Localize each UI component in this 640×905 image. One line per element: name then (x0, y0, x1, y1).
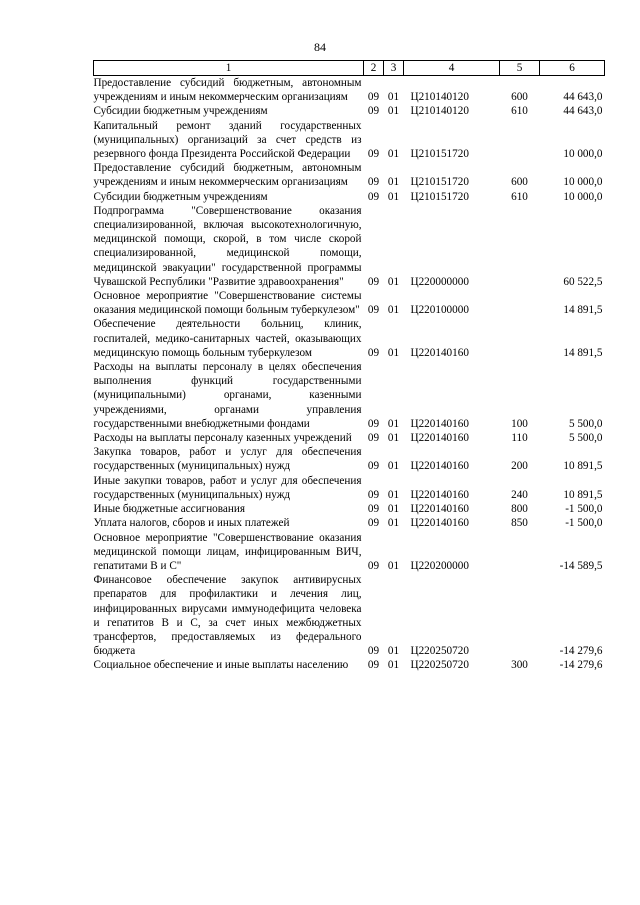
header-col-2: 2 (364, 61, 384, 76)
row-expense-group: 600 (511, 91, 528, 104)
row-target-code: Ц220250720 (410, 659, 469, 672)
row-expense-group: 100 (511, 417, 528, 430)
row-name: Расходы на выплаты персоналу казенных учреждений (93, 432, 352, 445)
row-name: Предоставление субсидий бюджетным, автономным учреждениям и иным некоммерческим организациям (93, 162, 362, 189)
row-section: 09 (367, 176, 380, 189)
row-subsection: 01 (387, 91, 400, 104)
row-target-code: Ц220140160 (410, 417, 469, 430)
row-target-code: Ц210151720 (410, 190, 469, 203)
row-target-code: Ц210140120 (410, 91, 469, 104)
row-amount: 14 891,5 (563, 304, 603, 317)
row-expense-group (500, 317, 540, 360)
table-row (94, 360, 605, 431)
table-row (94, 119, 605, 162)
row-name: Иные бюджетные ассигнования (93, 503, 245, 516)
row-expense-group: 850 (511, 517, 528, 530)
row-amount: -1 500,0 (565, 503, 603, 516)
row-subsection: 01 (387, 503, 400, 516)
table-row (94, 76, 605, 105)
row-name: Финансовое обеспечение закупок антивирусных препаратов для профилактики и лечения лиц, инфицированных вирусами иммунодефицита человека и гепатитов B и C, за счет иных межбюджетных трансфертов, предоставляемых из федерального бюджета (93, 574, 362, 658)
row-section: 09 (367, 417, 380, 430)
row-target-code: Ц210140120 (410, 105, 469, 118)
row-subsection: 01 (387, 105, 400, 118)
row-subsection: 01 (387, 488, 400, 501)
row-amount: 10 000,0 (563, 190, 603, 203)
row-section: 09 (367, 190, 380, 203)
table-row (94, 658, 605, 672)
row-name: Иные закупки товаров, работ и услуг для обеспечения государственных (муниципальных) нужд (93, 474, 362, 501)
row-target-code: Ц220140160 (410, 346, 469, 359)
row-section: 09 (367, 91, 380, 104)
table-row (94, 431, 605, 445)
row-name: Обеспечение деятельности больниц, клиник, госпиталей, медико-санитарных частей, оказывающих медицинскую помощь больным туберкулезом (93, 318, 362, 359)
table-row (94, 289, 605, 317)
row-name: Капитальный ремонт зданий государственных (муниципальных) организаций за счет средств из резервного фонда Президента Российской Федерации (93, 119, 362, 161)
row-section: 09 (367, 460, 380, 473)
row-amount: -14 279,6 (559, 659, 603, 672)
row-amount: 10 000,0 (563, 148, 603, 161)
row-expense-group (500, 289, 540, 317)
table-row (94, 317, 605, 360)
row-section: 09 (367, 645, 380, 658)
row-expense-group: 300 (511, 659, 528, 672)
row-subsection: 01 (387, 275, 400, 288)
budget-table (93, 60, 605, 673)
row-subsection: 01 (387, 517, 400, 530)
row-expense-group: 600 (511, 176, 528, 189)
row-name: Субсидии бюджетным учреждениям (93, 190, 268, 203)
row-amount: 5 500,0 (568, 417, 603, 430)
row-amount: 10 891,5 (563, 460, 603, 473)
header-col-4: 4 (404, 61, 500, 76)
row-subsection: 01 (387, 659, 400, 672)
row-target-code: Ц220250720 (410, 645, 469, 658)
row-amount: 14 891,5 (563, 346, 603, 359)
row-expense-group (500, 531, 540, 574)
header-col-3: 3 (384, 61, 404, 76)
row-target-code: Ц220200000 (410, 559, 469, 572)
row-amount: 60 522,5 (563, 275, 603, 288)
row-expense-group (500, 573, 540, 658)
row-subsection: 01 (387, 460, 400, 473)
table-row (94, 190, 605, 204)
row-subsection: 01 (387, 176, 400, 189)
row-name: Расходы на выплаты персоналу в целях обеспечения выполнения функций государственными (муниципальными) органами, казенными учреждениями, органами управления государственными внебюджетными фондами (93, 361, 362, 430)
row-name: Подпрограмма "Совершенствование оказания специализированной, включая высокотехнологичную, медицинской помощи, скорой, в том числе скорой специализированной, медицинской помощи, медицинской эвакуации" государственной программы Чувашской Республики "Развитие здравоохранения" (93, 204, 362, 288)
row-section: 09 (367, 275, 380, 288)
table-row (94, 573, 605, 658)
row-expense-group: 610 (511, 105, 528, 118)
row-target-code: Ц220140160 (410, 432, 469, 445)
row-target-code: Ц220140160 (410, 488, 469, 501)
row-target-code: Ц220140160 (410, 517, 469, 530)
header-col-6: 6 (540, 61, 605, 76)
row-subsection: 01 (387, 432, 400, 445)
row-section: 09 (367, 148, 380, 161)
row-name: Основное мероприятие "Совершенствование оказания медицинской помощи лицам, инфицированным ВИЧ, гепатитами B и C" (93, 531, 362, 572)
page-number: 84 (314, 40, 326, 54)
row-section: 09 (367, 517, 380, 530)
row-amount: -1 500,0 (565, 517, 603, 530)
row-section: 09 (367, 346, 380, 359)
row-amount: -14 279,6 (559, 645, 603, 658)
row-amount: 44 643,0 (563, 105, 603, 118)
row-subsection: 01 (387, 346, 400, 359)
row-expense-group: 800 (511, 503, 528, 516)
table-row (94, 474, 605, 502)
row-target-code: Ц220000000 (410, 275, 469, 288)
row-expense-group: 110 (511, 432, 528, 445)
table-header (94, 61, 605, 76)
row-amount: 10 891,5 (563, 488, 603, 501)
row-name: Социальное обеспечение и иные выплаты населению (93, 659, 349, 672)
row-amount: 10 000,0 (563, 176, 603, 189)
row-expense-group (500, 119, 540, 162)
row-expense-group: 200 (511, 460, 528, 473)
row-amount: 5 500,0 (568, 432, 603, 445)
row-subsection: 01 (387, 417, 400, 430)
row-name: Субсидии бюджетным учреждениям (93, 105, 268, 118)
row-target-code: Ц220140160 (410, 503, 469, 516)
table-row (94, 204, 605, 289)
row-subsection: 01 (387, 190, 400, 203)
row-section: 09 (367, 503, 380, 516)
row-expense-group: 240 (511, 488, 528, 501)
header-col-5: 5 (500, 61, 540, 76)
row-amount: -14 589,5 (559, 559, 603, 572)
row-section: 09 (367, 432, 380, 445)
row-section: 09 (367, 659, 380, 672)
row-section: 09 (367, 559, 380, 572)
table-row (94, 502, 605, 516)
header-col-1: 1 (94, 61, 364, 76)
table-row (94, 104, 605, 118)
row-target-code: Ц210151720 (410, 176, 469, 189)
row-target-code: Ц220100000 (410, 304, 469, 317)
row-target-code: Ц210151720 (410, 148, 469, 161)
row-section: 09 (367, 105, 380, 118)
row-name: Предоставление субсидий бюджетным, автономным учреждениям и иным некоммерческим организациям (93, 77, 362, 104)
row-name: Основное мероприятие "Совершенствование системы оказания медицинской помощи больным туберкулезом" (93, 290, 362, 317)
row-section: 09 (367, 304, 380, 317)
row-name: Закупка товаров, работ и услуг для обеспечения государственных (муниципальных) нужд (93, 446, 362, 473)
row-subsection: 01 (387, 559, 400, 572)
table-row (94, 161, 605, 189)
row-section: 09 (367, 488, 380, 501)
table-row (94, 516, 605, 530)
row-subsection: 01 (387, 304, 400, 317)
row-amount: 44 643,0 (563, 91, 603, 104)
row-subsection: 01 (387, 148, 400, 161)
row-expense-group (500, 204, 540, 289)
table-row (94, 445, 605, 473)
row-subsection: 01 (387, 645, 400, 658)
row-target-code: Ц220140160 (410, 460, 469, 473)
table-body (94, 76, 605, 673)
table-row (94, 531, 605, 574)
row-expense-group: 610 (511, 190, 528, 203)
row-name: Уплата налогов, сборов и иных платежей (93, 517, 290, 530)
